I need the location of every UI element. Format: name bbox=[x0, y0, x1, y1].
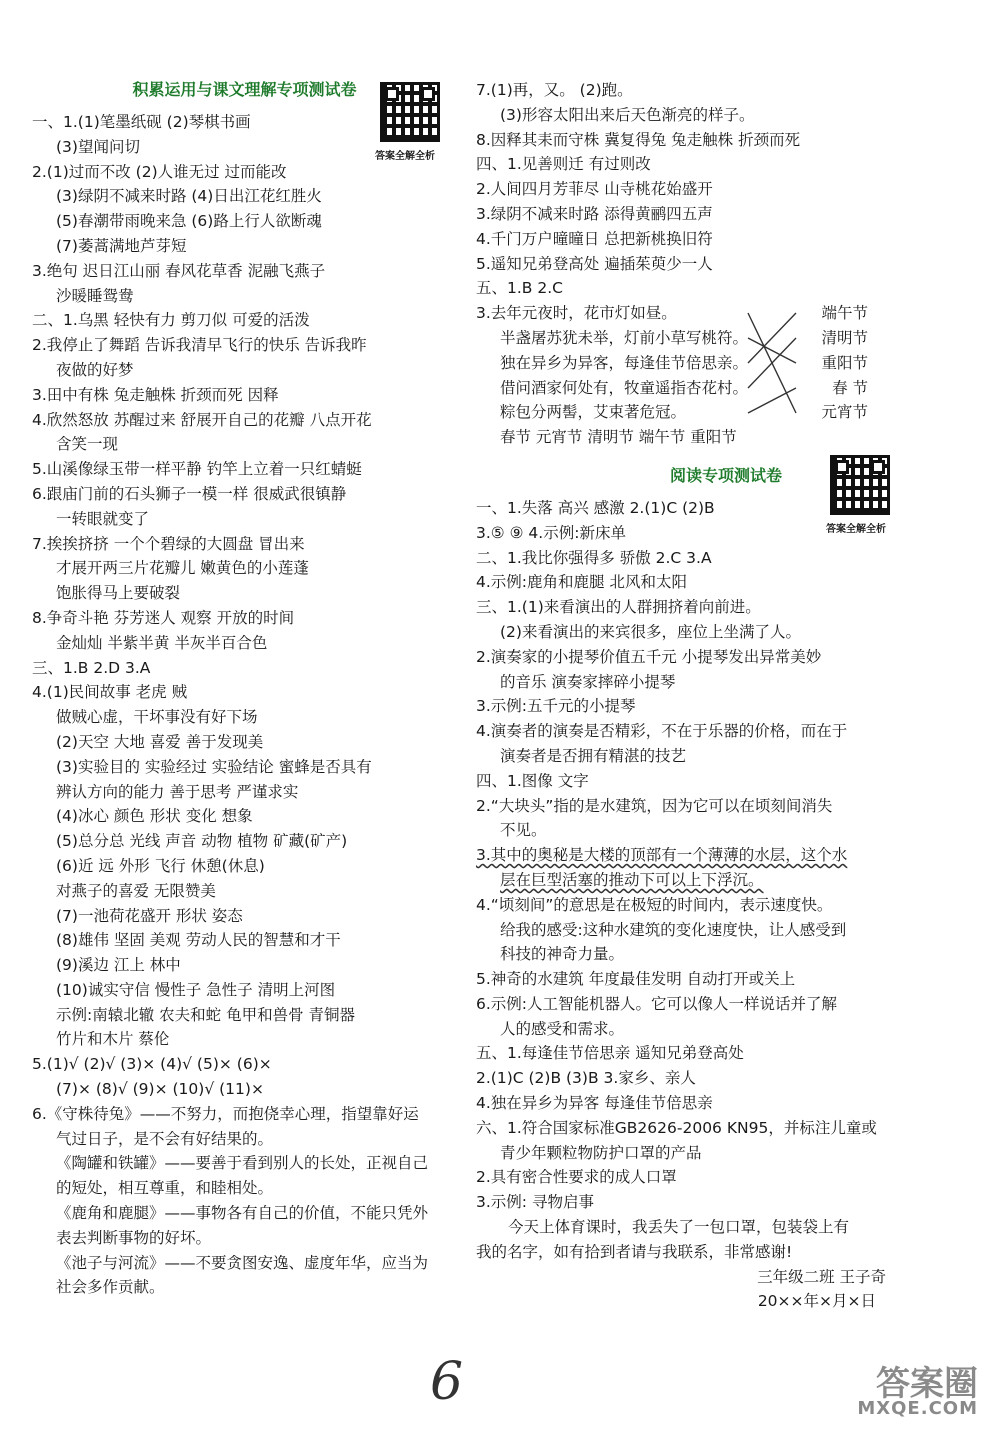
poem-line: 半盏屠苏犹未举，灯前小草写桃符。 bbox=[500, 328, 749, 347]
answer-line: 表去判断事物的好坏。 bbox=[56, 1228, 212, 1247]
answer-line: 沙暖睡鸳鸯 bbox=[56, 286, 134, 305]
answer-line: 一、1.(1)笔墨纸砚 (2)琴棋书画 bbox=[32, 113, 251, 131]
answer-line: 层在巨型活塞的推动下可以上下浮沉。 bbox=[500, 870, 764, 889]
answer-line: 演奏者是否拥有精湛的技艺 bbox=[500, 746, 687, 765]
reading-answer-lines bbox=[476, 496, 976, 1314]
festival-item: 清明节 bbox=[821, 328, 868, 347]
matching-lines bbox=[738, 301, 838, 425]
answer-line: 5.山溪像绿玉带一样平静 钓竿上立着一只红蜻蜓 bbox=[32, 460, 362, 479]
answer-line: 2.我停止了舞蹈 告诉我清早飞行的快乐 告诉我昨 bbox=[32, 336, 367, 355]
answer-line: 6.跟庙门前的石头狮子一模一样 很威武很镇静 bbox=[32, 484, 347, 503]
answer-line: 青少年颗粒物防护口罩的产品 bbox=[500, 1143, 702, 1162]
answer-line: 二、1.乌黑 轻快有力 剪刀似 可爱的活泼 bbox=[32, 311, 310, 330]
qr-code-icon[interactable] bbox=[380, 82, 440, 142]
answer-line: 20××年×月×日 bbox=[757, 1292, 876, 1311]
answer-line: 5.神奇的水建筑 年度最佳发明 自动打开或关上 bbox=[476, 970, 796, 989]
section-title-accumulation: 积累运用与课文理解专项测试卷 bbox=[132, 80, 357, 99]
answer-line: 《鹿角和鹿腿》——事物各有自己的价值，不能只凭外 bbox=[56, 1204, 429, 1223]
answer-line: 我的名字，如有拾到者请与我联系，非常感谢! bbox=[476, 1242, 793, 1261]
answer-line: 3.其中的奥秘是大楼的顶部有一个薄薄的水层，这个水 bbox=[476, 846, 848, 865]
answer-line: 3.⑤ ⑨ 4.示例:新床单 bbox=[476, 523, 626, 542]
answer-line: 6.《守株待兔》——不努力，而抱侥幸心理，指望靠好运 bbox=[32, 1104, 419, 1123]
answer-line: 金灿灿 半紫半黄 半灰半百合色 bbox=[56, 633, 268, 652]
answer-line: 2.具有密合性要求的成人口罩 bbox=[476, 1168, 677, 1187]
answer-line: (3)形容太阳出来后天色渐亮的样子。 bbox=[500, 105, 755, 124]
watermark-url: MXQE.COM bbox=[857, 1398, 978, 1419]
answer-line: 六、1.符合国家标准GB2626-2006 KN95，并标注儿童或 bbox=[476, 1118, 877, 1137]
answer-line: 今天上体育课时，我丢失了一包口罩，包装袋上有 bbox=[508, 1218, 850, 1237]
answer-line: 饱胀得马上要破裂 bbox=[56, 584, 181, 603]
answer-line: 二、1.我比你强得多 骄傲 2.C 3.A bbox=[476, 548, 712, 567]
answer-line: (7)一池荷花盛开 形状 姿态 bbox=[56, 906, 243, 925]
answer-line: 4.演奏者的演奏是否精彩，不在于乐器的价格，而在于 bbox=[476, 722, 848, 741]
answer-line: 给我的感受:这种水建筑的变化速度快，让人感受到 bbox=[500, 920, 847, 939]
poem-line: 3.去年元夜时，花市灯如昼。 bbox=[476, 304, 677, 323]
qr-code-icon[interactable] bbox=[830, 455, 890, 515]
answer-line: 4.“顷刻间”的意思是在极短的时间内，表示速度快。 bbox=[476, 895, 833, 914]
answer-line: 人的感受和需求。 bbox=[500, 1019, 625, 1038]
answer-line: 三、1.(1)来看演出的人群拥挤着向前进。 bbox=[476, 598, 761, 617]
answer-line: 夜做的好梦 bbox=[56, 360, 134, 379]
festival-item: 春 节 bbox=[832, 378, 868, 397]
answer-line: 气过日子，是不会有好结果的。 bbox=[56, 1129, 274, 1148]
qr-caption-reading: 答案全解全析 bbox=[826, 524, 886, 535]
answer-line: 5.遥知兄弟登高处 遍插茱萸少一人 bbox=[476, 254, 713, 273]
answer-line: 五、1.B 2.C bbox=[476, 279, 563, 298]
answer-line: (9)溪边 江上 林中 bbox=[56, 956, 181, 975]
answer-line: 4.(1)民间故事 老虎 贼 bbox=[32, 683, 188, 702]
answer-line: 一转眼就变了 bbox=[56, 509, 150, 528]
answer-line: 一、1.失落 高兴 感激 2.(1)C (2)B bbox=[476, 498, 715, 517]
answer-line: (7)× (8)√ (9)× (10)√ (11)× bbox=[56, 1080, 264, 1099]
answer-line: 三、1.B 2.D 3.A bbox=[32, 658, 151, 677]
answer-line: 8.争奇斗艳 芬芳迷人 观察 开放的时间 bbox=[32, 608, 295, 627]
answer-line: (8)雄伟 坚固 美观 劳动人民的智慧和才干 bbox=[56, 931, 341, 950]
answer-line: 8.因释其耒而守株 冀复得兔 兔走触株 折颈而死 bbox=[476, 130, 801, 149]
answer-line: 含笑一现 bbox=[56, 435, 119, 454]
answer-line: 示例:南辕北辙 农夫和蛇 龟甲和兽骨 青铜器 bbox=[56, 1005, 356, 1024]
answer-line: 辨认方向的能力 善于思考 严谨求实 bbox=[56, 782, 299, 801]
answer-line: 的音乐 演奏家摔碎小提琴 bbox=[500, 672, 676, 691]
left-answer-lines bbox=[32, 110, 457, 1300]
answer-line: 7.挨挨挤挤 一个个碧绿的大圆盘 冒出来 bbox=[32, 534, 305, 553]
answer-line: 3.田中有株 兔走触株 折颈而死 因释 bbox=[32, 385, 279, 404]
answer-line: (2)天空 大地 喜爱 善于发现美 bbox=[56, 732, 264, 751]
answer-line: (7)萎蒿满地芦芽短 bbox=[56, 236, 187, 255]
answer-line: (2)来看演出的来宾很多，座位上坐满了人。 bbox=[500, 622, 801, 641]
answer-line: 三年级二班 王子奇 bbox=[757, 1267, 886, 1286]
answer-line: (4)冰心 颜色 形状 变化 想象 bbox=[56, 807, 253, 826]
answer-line: 5.(1)√ (2)√ (3)× (4)√ (5)× (6)× bbox=[32, 1055, 272, 1074]
answer-line: 3.绿阴不减来时路 添得黄鹂四五声 bbox=[476, 204, 713, 223]
poem-line: 独在异乡为异客，每逢佳节倍思亲。 bbox=[500, 353, 749, 372]
answer-line: 的短处，相互尊重，和睦相处。 bbox=[56, 1179, 274, 1198]
answer-line: 《陶罐和铁罐》——要善于看到别人的长处，正视自己 bbox=[56, 1154, 429, 1173]
answer-line: (5)总分总 光线 声音 动物 植物 矿藏(矿产) bbox=[56, 832, 348, 851]
answer-line: 四、1.见善则迁 有过则改 bbox=[476, 155, 651, 174]
page-number: 6 bbox=[430, 1352, 464, 1412]
answer-line: 2.(1)C (2)B (3)B 3.家乡、亲人 bbox=[476, 1069, 696, 1088]
answer-line: (6)近 远 外形 飞行 休憩(休息) bbox=[56, 856, 265, 875]
festival-item: 元宵节 bbox=[821, 403, 868, 422]
answer-line: 做贼心虚，干坏事没有好下场 bbox=[56, 708, 258, 727]
answer-line: (3)实验目的 实验经过 实验结论 蜜蜂是否具有 bbox=[56, 757, 372, 776]
watermark-logo: 答案圈 bbox=[876, 1364, 978, 1404]
answer-line: 2.演奏家的小提琴价值五千元 小提琴发出异常美妙 bbox=[476, 647, 822, 666]
qr-caption: 答案全解全析 bbox=[375, 151, 435, 162]
answer-line: (10)诚实守信 慢性子 急性子 清明上河图 bbox=[56, 980, 336, 999]
right-column bbox=[476, 78, 976, 1314]
answer-line: 3.示例:五千元的小提琴 bbox=[476, 697, 636, 716]
answer-line: (5)春潮带雨晚来急 (6)路上行人欲断魂 bbox=[56, 212, 322, 231]
answer-line: 社会多作贡献。 bbox=[56, 1278, 165, 1297]
poem-line: 粽包分两髻，艾束著危冠。 bbox=[500, 403, 687, 422]
answer-line: 4.示例:鹿角和鹿腿 北风和太阳 bbox=[476, 573, 687, 592]
answer-line: 3.示例: 寻物启事 bbox=[476, 1193, 594, 1212]
answer-line: (3)绿阴不减来时路 (4)日出江花红胜火 bbox=[56, 187, 322, 206]
answer-line: 不见。 bbox=[500, 821, 547, 840]
festival-item: 端午节 bbox=[821, 304, 868, 323]
answer-line: 才展开两三片花瓣儿 嫩黄色的小莲蓬 bbox=[56, 559, 309, 578]
right-top-lines bbox=[476, 78, 976, 301]
answer-line: 6.示例:人工智能机器人。它可以像人一样说话并了解 bbox=[476, 994, 838, 1013]
festival-matching bbox=[476, 301, 976, 450]
answer-line: 2.“大块头”指的是水建筑，因为它可以在顷刻间消失 bbox=[476, 796, 833, 815]
answer-line: 对燕子的喜爱 无限赞美 bbox=[56, 881, 216, 900]
answer-line: 五、1.每逢佳节倍思亲 遥知兄弟登高处 bbox=[476, 1044, 744, 1063]
festival-answer-row: 春节 元宵节 清明节 端午节 重阳节 bbox=[500, 428, 737, 447]
left-column bbox=[32, 70, 457, 1300]
festival-item: 重阳节 bbox=[821, 353, 868, 372]
answer-line: 竹片和木片 蔡伦 bbox=[56, 1030, 170, 1049]
answer-line: 《池子与河流》——不要贪图安逸、虚度年华，应当为 bbox=[56, 1253, 429, 1272]
answer-line: 四、1.图像 文字 bbox=[476, 771, 589, 790]
answer-line: 7.(1)再，又。 (2)跑。 bbox=[476, 81, 633, 99]
answer-line: 2.人间四月芳菲尽 山寺桃花始盛开 bbox=[476, 180, 713, 199]
answer-line: 2.(1)过而不改 (2)人谁无过 过而能改 bbox=[32, 162, 287, 181]
answer-line: 4.千门万户曈曈日 总把新桃换旧符 bbox=[476, 229, 713, 248]
answer-line: 3.绝句 迟日江山丽 春风花草香 泥融飞燕子 bbox=[32, 261, 326, 280]
answer-line: (3)望闻问切 bbox=[56, 137, 140, 156]
answer-line: 4.独在异乡为异客 每逢佳节倍思亲 bbox=[476, 1094, 713, 1113]
answer-line: 科技的神奇力量。 bbox=[500, 945, 625, 964]
section-title-reading: 阅读专项测试卷 bbox=[669, 465, 782, 485]
answer-line: 4.欣然怒放 苏醒过来 舒展开自己的花瓣 八点开花 bbox=[32, 410, 372, 429]
poem-line: 借问酒家何处有，牧童遥指杏花村。 bbox=[500, 378, 749, 397]
